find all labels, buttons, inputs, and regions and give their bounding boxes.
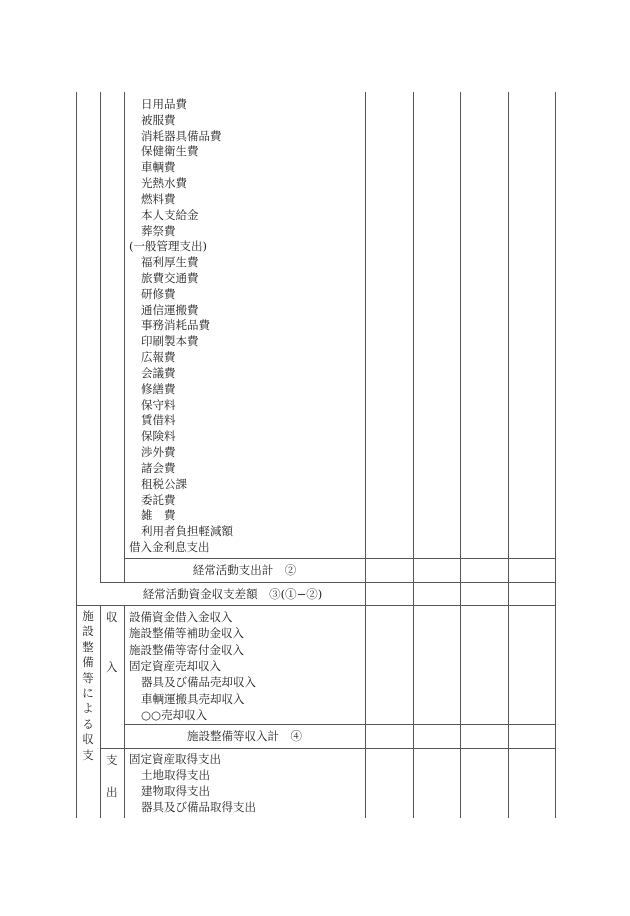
column-divider bbox=[365, 92, 366, 818]
line-item: 光熱水費 bbox=[141, 176, 187, 191]
line-item: ○○売却収入 bbox=[141, 707, 208, 722]
line-item: 旅費交通費 bbox=[141, 271, 199, 286]
line-item: 研修費 bbox=[141, 286, 176, 301]
facility-section-label: 施設整備等による収支 bbox=[82, 609, 94, 762]
income-label bbox=[106, 610, 119, 710]
line-item: 保守料 bbox=[141, 397, 176, 412]
line-item: 会議費 bbox=[141, 365, 176, 380]
column-divider bbox=[100, 92, 101, 582]
row-divider bbox=[76, 605, 556, 606]
column-divider bbox=[100, 605, 101, 818]
line-item: 器具及び備品取得支出 bbox=[141, 800, 256, 814]
line-item: 消耗器具備品費 bbox=[141, 128, 222, 143]
line-item: 借入金利息支出 bbox=[129, 539, 210, 554]
line-item: 事務消耗品費 bbox=[141, 318, 210, 333]
table-border-right bbox=[555, 92, 556, 818]
line-item: 日用品費 bbox=[141, 97, 187, 111]
row-divider bbox=[124, 724, 556, 725]
operating-balance: 経常活動資金収支差額 ③(①−②) bbox=[142, 587, 323, 601]
table-border-left bbox=[76, 92, 77, 818]
line-item: 渉外費 bbox=[141, 445, 176, 460]
line-item: 燃料費 bbox=[141, 191, 176, 206]
line-item: 修繕費 bbox=[141, 381, 176, 396]
column-divider bbox=[124, 92, 125, 582]
expense-label-bottom: 出 bbox=[106, 785, 118, 799]
column-divider bbox=[413, 92, 414, 818]
line-item: 本人支給金 bbox=[141, 207, 199, 222]
line-item: 広報費 bbox=[141, 350, 176, 365]
income-total: 施設整備等収入計 ④ bbox=[187, 729, 302, 743]
row-divider bbox=[100, 582, 556, 583]
line-item: 利用者負担軽減額 bbox=[141, 524, 233, 539]
line-item: 諸会費 bbox=[141, 460, 176, 475]
expense-label-top: 支 bbox=[106, 753, 118, 767]
column-divider bbox=[124, 605, 125, 818]
row-divider bbox=[100, 748, 556, 749]
line-item: 車輌費 bbox=[141, 160, 176, 175]
line-item: 器具及び備品売却収入 bbox=[141, 675, 256, 690]
line-item: 車輌運搬具売却収入 bbox=[141, 691, 245, 706]
line-item: 固定資産売却収入 bbox=[129, 658, 221, 673]
line-item: 建物取得支出 bbox=[141, 784, 210, 798]
line-item: 印刷製本費 bbox=[141, 334, 199, 349]
column-divider bbox=[508, 92, 509, 818]
line-item: 被服費 bbox=[141, 112, 176, 127]
income-label-text: 収入 bbox=[106, 610, 118, 674]
line-item: 保険料 bbox=[141, 429, 176, 444]
line-item: 租税公課 bbox=[141, 476, 187, 491]
line-item: 福利厚生費 bbox=[141, 255, 199, 270]
line-item: 土地取得支出 bbox=[141, 768, 210, 782]
line-item: 通信運搬費 bbox=[141, 302, 199, 317]
line-item: 設備資金借入金収入 bbox=[129, 610, 233, 624]
line-item: 雑 費 bbox=[141, 508, 176, 523]
line-item: 施設整備等寄付金収入 bbox=[129, 642, 244, 657]
column-divider bbox=[460, 92, 461, 818]
line-item: 固定資産取得支出 bbox=[129, 752, 221, 766]
line-item: 保健衛生費 bbox=[141, 144, 199, 159]
line-item: 施設整備等補助金収入 bbox=[129, 626, 244, 641]
line-item: 賃借料 bbox=[141, 413, 176, 428]
operating-expense-total: 経常活動支出計 ② bbox=[192, 563, 297, 577]
line-item: 委託費 bbox=[141, 492, 176, 507]
line-item: 葬祭費 bbox=[141, 223, 176, 238]
line-item: (一般管理支出) bbox=[129, 239, 207, 254]
row-divider bbox=[124, 558, 556, 559]
